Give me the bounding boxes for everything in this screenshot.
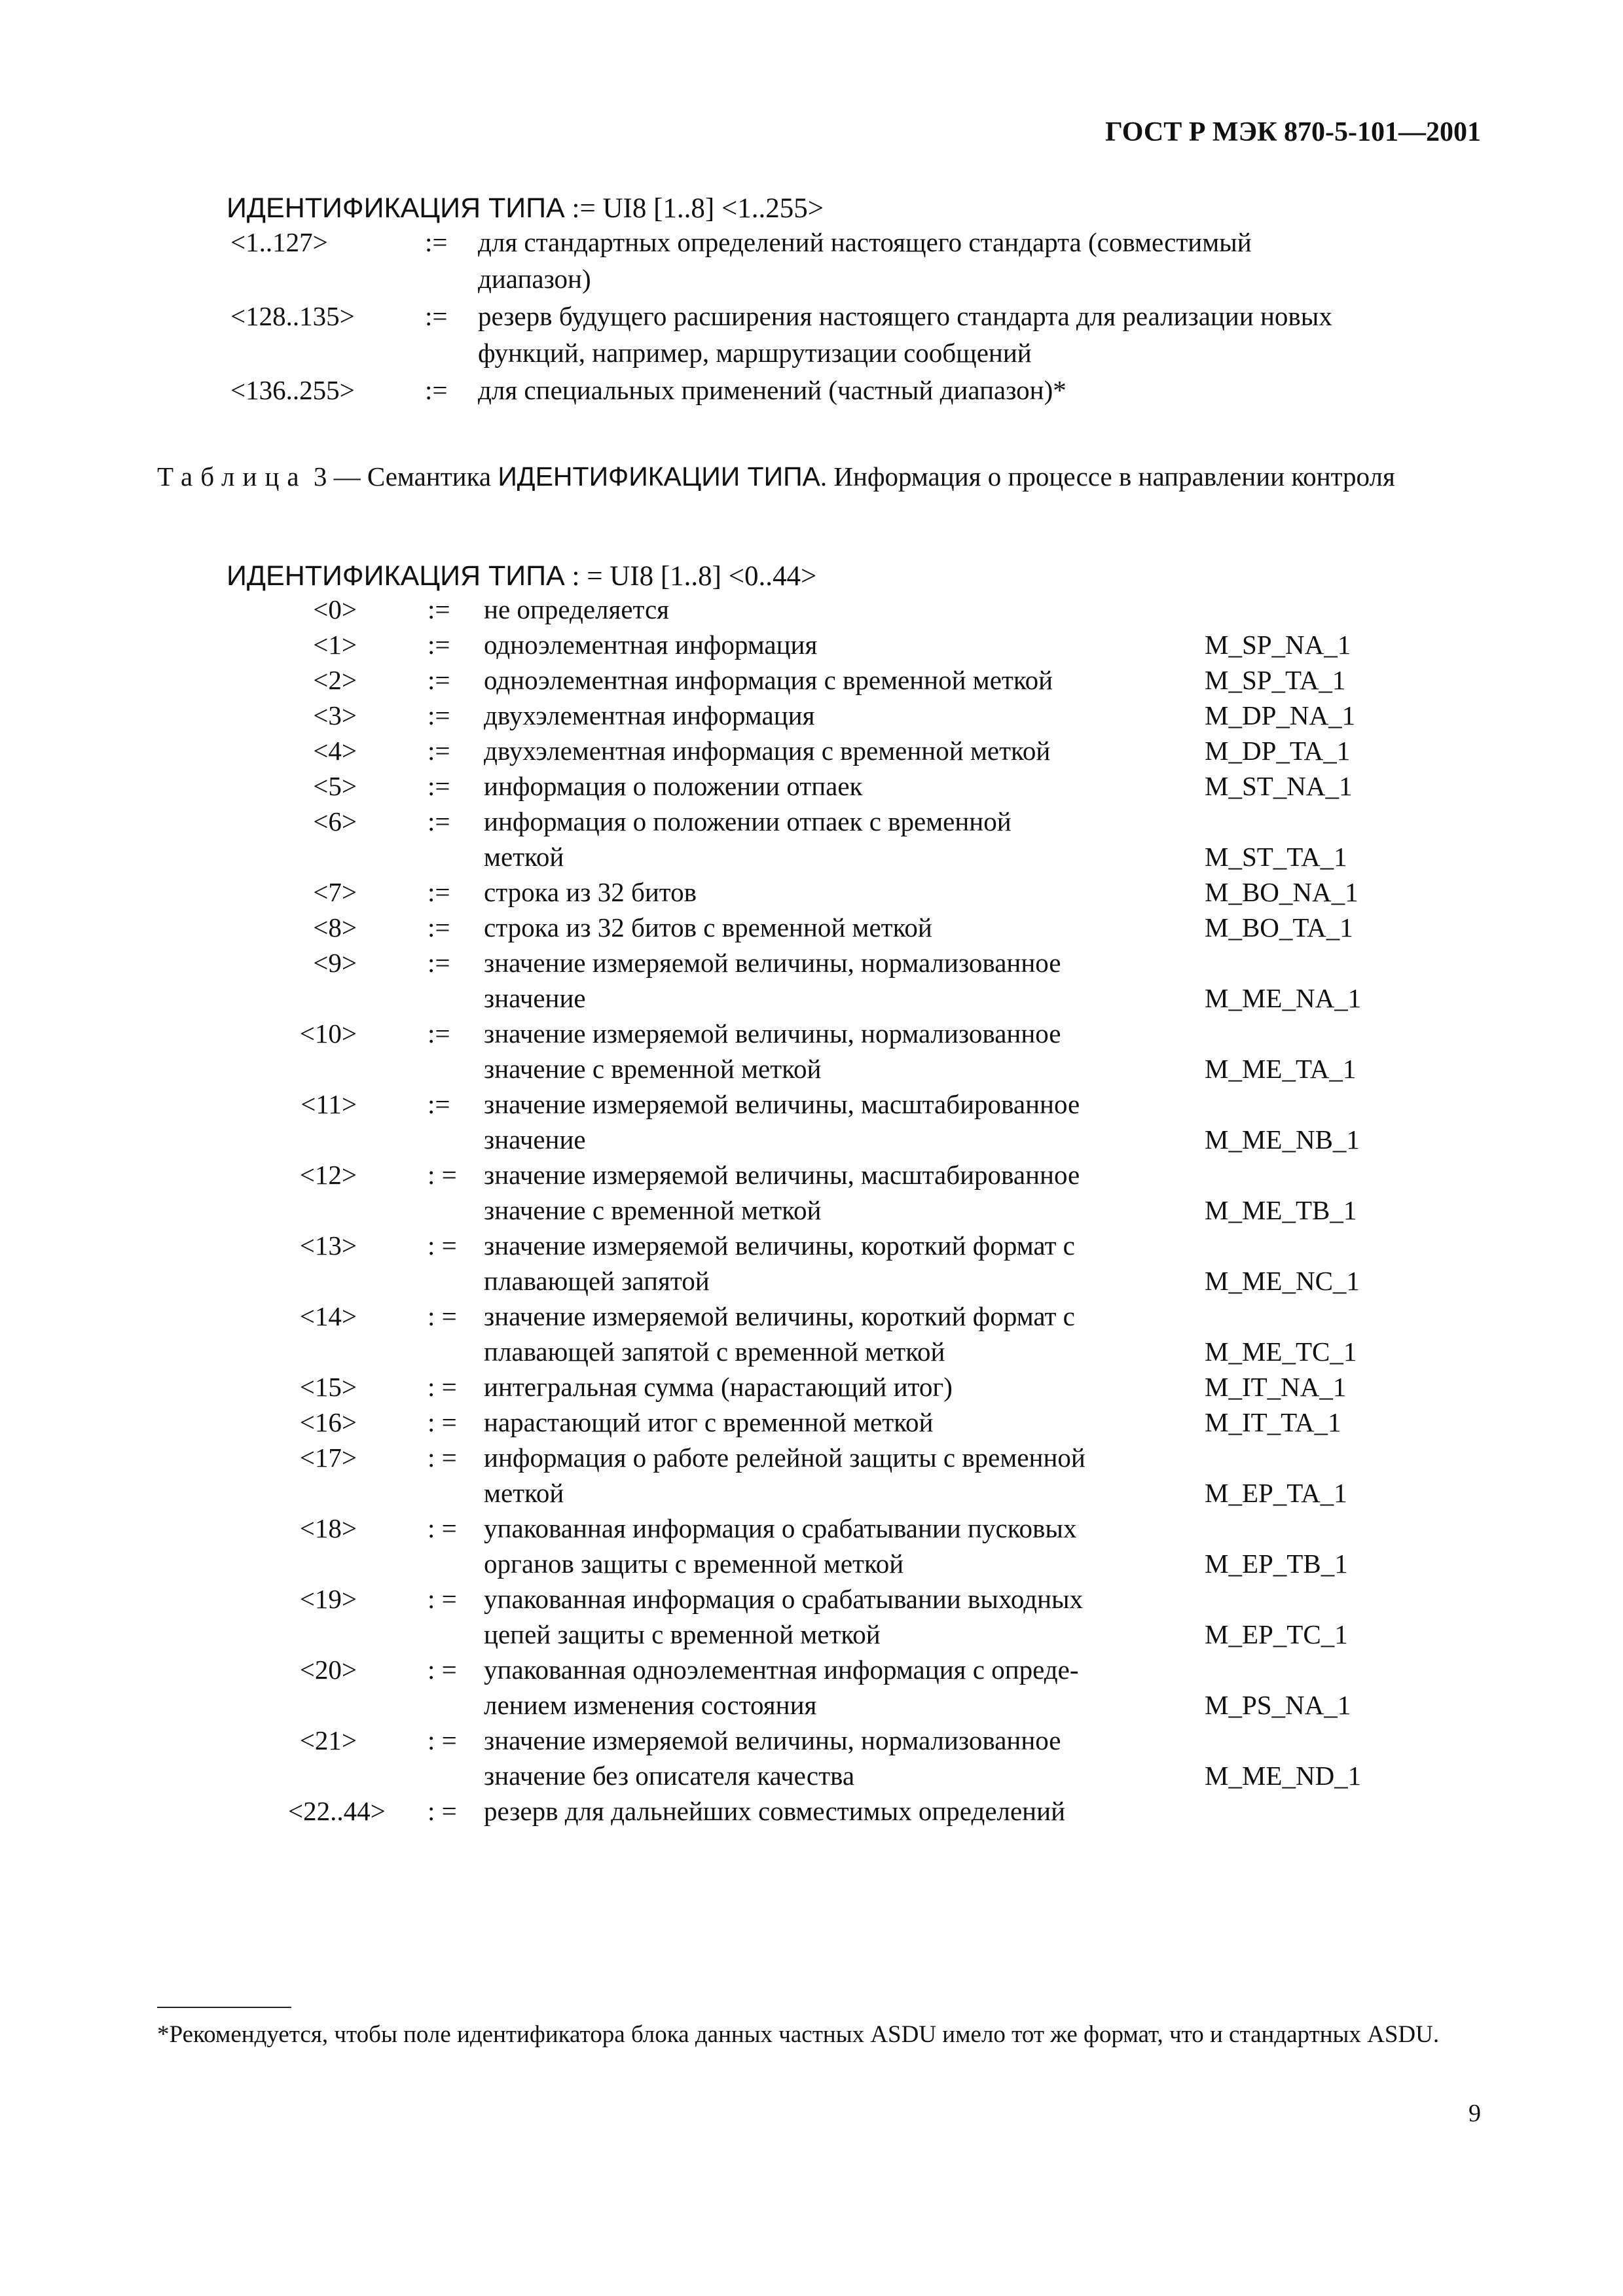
type-description-line: одноэлементная информация с временной меткой: [484, 665, 1053, 695]
range-key: <1..127>: [230, 227, 328, 257]
table-row: [288, 1581, 1486, 1652]
type-description-line: значение измеряемой величины, короткий формат с: [484, 1301, 1075, 1331]
assign-operator: : =: [428, 1725, 457, 1755]
type-description-line: значение измеряемой величины, масштабированное: [484, 1089, 1080, 1119]
type-description: [484, 733, 1205, 768]
assign-operator: :=: [428, 736, 450, 766]
range-description: [478, 224, 1487, 297]
type-id-definition: := UI8 [1..8] <1..255>: [564, 193, 824, 224]
assign-operator: :=: [425, 375, 448, 405]
assign-operator: : =: [428, 1160, 457, 1190]
type-code: <14>: [299, 1301, 357, 1331]
type-description-line: меткой: [484, 842, 564, 872]
page-header-standard: ГОСТ Р МЭК 870-5-101—2001: [1105, 117, 1481, 147]
type-description-line: не определяется: [484, 594, 670, 624]
type-identifier: M_PS_NA_1: [1205, 1690, 1351, 1720]
table-row: [288, 910, 1486, 945]
type-id-range-list: [230, 224, 1487, 409]
type-description-line: значение измеряемой величины, масштабированное: [484, 1160, 1080, 1190]
type-description-line: органов защиты с временной меткой: [484, 1549, 904, 1579]
assign-operator: :=: [425, 227, 448, 257]
range-description: [478, 298, 1487, 371]
type-code: <0>: [313, 594, 357, 624]
type-id-intro-heading: [227, 190, 824, 227]
assign-operator: : =: [428, 1513, 457, 1543]
table-row: [288, 1723, 1486, 1793]
type-description: [484, 768, 1205, 804]
range-row: [230, 224, 1487, 297]
range-description-line: для стандартных определений настоящего стандарта (совместимый: [478, 227, 1252, 257]
type-code: <6>: [313, 806, 357, 836]
table-row: [288, 1793, 1486, 1829]
range-description-line: функций, например, маршрутизации сообщений: [478, 338, 1032, 368]
assign-operator: :=: [428, 630, 450, 660]
type-description: [484, 1299, 1205, 1369]
type-description: [484, 1723, 1205, 1793]
type-code: <2>: [313, 665, 357, 695]
type-code: <18>: [299, 1513, 357, 1543]
type-identifier: M_DP_NA_1: [1205, 700, 1356, 730]
type-identifier: [1205, 592, 1486, 627]
type-code: <4>: [313, 736, 357, 766]
type-description-line: цепей защиты с временной меткой: [484, 1619, 881, 1649]
type-code: <17>: [299, 1443, 357, 1473]
type-identifier: M_ME_TA_1: [1205, 1054, 1357, 1084]
type-description-line: значение измеряемой величины, нормализованное: [484, 1018, 1061, 1049]
type-description-line: значение измеряемой величины, нормализованное: [484, 1725, 1061, 1755]
type-description: [484, 804, 1205, 874]
table-row: [288, 1369, 1486, 1405]
table-row: [288, 945, 1486, 1016]
table-caption-rest: . Информация о процессе в направлении контроля: [820, 461, 1395, 492]
type-identifier: M_SP_TA_1: [1205, 665, 1346, 695]
table-row: [288, 1299, 1486, 1369]
type-description: [484, 1581, 1205, 1652]
type-id-table-label: ИДЕНТИФИКАЦИЯ ТИПА: [227, 560, 565, 592]
table-row: [288, 1440, 1486, 1511]
type-description: [484, 1405, 1205, 1440]
type-code: <8>: [313, 912, 357, 942]
footnote-rule: [157, 2007, 291, 2008]
type-description-line: резерв для дальнейших совместимых определений: [484, 1796, 1066, 1826]
range-description-line: диапазон): [478, 264, 591, 294]
range-key: <136..255>: [230, 375, 355, 405]
type-identifier: M_EP_TB_1: [1205, 1549, 1348, 1579]
type-description-line: информация о положении отпаек: [484, 771, 863, 801]
type-code: <10>: [299, 1018, 357, 1049]
assign-operator: : =: [428, 1443, 457, 1473]
type-description-line: информация о работе релейной защиты с временной: [484, 1443, 1085, 1473]
type-description-line: информация о положении отпаек с временной: [484, 806, 1012, 836]
type-identifier: M_BO_TA_1: [1205, 912, 1353, 942]
type-description-line: упакованная информация о срабатывании пусковых: [484, 1513, 1077, 1543]
type-description: [484, 1440, 1205, 1511]
type-description: [484, 662, 1205, 698]
type-description: [484, 698, 1205, 733]
type-identifier: M_ME_TC_1: [1205, 1336, 1357, 1367]
type-identifier: M_SP_NA_1: [1205, 630, 1351, 660]
type-description: [484, 910, 1205, 945]
assign-operator: : =: [428, 1230, 457, 1261]
table-row: [288, 1157, 1486, 1228]
assign-operator: :=: [428, 1018, 450, 1049]
type-description-line: строка из 32 битов с временной меткой: [484, 912, 932, 942]
table-row: [288, 662, 1486, 698]
table-row: [288, 1511, 1486, 1581]
assign-operator: :=: [428, 771, 450, 801]
table-caption-number: 3 — Семантика: [306, 461, 498, 492]
type-description-line: значение: [484, 983, 586, 1013]
table-row: [288, 627, 1486, 662]
range-row: [230, 372, 1487, 408]
assign-operator: :=: [428, 806, 450, 836]
assign-operator: :=: [428, 1089, 450, 1119]
assign-operator: : =: [428, 1796, 457, 1826]
assign-operator: : =: [428, 1584, 457, 1614]
type-identifier: M_EP_TC_1: [1205, 1619, 1348, 1649]
type-description-line: значение без описателя качества: [484, 1761, 855, 1791]
table-row: [288, 1405, 1486, 1440]
type-code: <1>: [313, 630, 357, 660]
page-number: 9: [1468, 2100, 1481, 2127]
type-identifier: M_ME_ND_1: [1205, 1761, 1362, 1791]
type-description: [484, 945, 1205, 1016]
assign-operator: :=: [428, 877, 450, 907]
type-description: [484, 1086, 1205, 1157]
assign-operator: :=: [428, 912, 450, 942]
type-description-line: значение: [484, 1124, 586, 1155]
type-identifier: M_ME_NC_1: [1205, 1266, 1360, 1296]
table-row: [288, 1652, 1486, 1723]
type-identifier: M_ME_NA_1: [1205, 983, 1362, 1013]
type-description-line: меткой: [484, 1478, 564, 1508]
type-description-line: плавающей запятой с временной меткой: [484, 1336, 945, 1367]
type-code: <15>: [299, 1372, 357, 1402]
table-row: [288, 1086, 1486, 1157]
table-row: [288, 768, 1486, 804]
table-caption-emphasis: ИДЕНТИФИКАЦИИ ТИПА: [498, 461, 820, 492]
type-description: [484, 1369, 1205, 1405]
table-row: [288, 698, 1486, 733]
type-code: <3>: [313, 700, 357, 730]
type-code: <9>: [313, 948, 357, 978]
assign-operator: : =: [428, 1301, 457, 1331]
type-identifier: M_ME_NB_1: [1205, 1124, 1360, 1155]
range-description-line: резерв будущего расширения настоящего стандарта для реализации новых: [478, 301, 1332, 331]
type-description-line: двухэлементная информация: [484, 700, 815, 730]
type-description-line: значение измеряемой величины, нормализованное: [484, 948, 1061, 978]
type-description: [484, 1793, 1205, 1829]
type-description: [484, 1511, 1205, 1581]
type-code: <21>: [299, 1725, 357, 1755]
type-code: <19>: [299, 1584, 357, 1614]
type-identifier: M_BO_NA_1: [1205, 877, 1359, 907]
type-description-line: значение измеряемой величины, короткий формат с: [484, 1230, 1075, 1261]
assign-operator: :=: [428, 594, 450, 624]
range-description: [478, 372, 1487, 408]
type-description-line: одноэлементная информация: [484, 630, 818, 660]
type-description-line: интегральная сумма (нарастающий итог): [484, 1372, 953, 1402]
assign-operator: :=: [428, 948, 450, 978]
assign-operator: :=: [428, 665, 450, 695]
type-code: <11>: [301, 1089, 357, 1119]
range-description-line: для специальных применений (частный диапазон)*: [478, 375, 1067, 405]
type-description-line: двухэлементная информация с временной меткой: [484, 736, 1051, 766]
type-identifier: M_IT_TA_1: [1205, 1407, 1341, 1437]
type-identifier: M_DP_TA_1: [1205, 736, 1351, 766]
table-caption: [157, 458, 1482, 495]
assign-operator: :=: [425, 301, 448, 331]
type-code: <5>: [313, 771, 357, 801]
type-description-line: упакованная информация о срабатывании выходных: [484, 1584, 1084, 1614]
type-code: <12>: [299, 1160, 357, 1190]
range-key: <128..135>: [230, 301, 355, 331]
type-code: <20>: [299, 1655, 357, 1685]
type-description-line: нарастающий итог с временной меткой: [484, 1407, 934, 1437]
type-description-line: упакованная одноэлементная информация с опреде-: [484, 1655, 1079, 1685]
type-code: <16>: [299, 1407, 357, 1437]
type-identifier: M_ME_TB_1: [1205, 1195, 1357, 1225]
table-row: [288, 1228, 1486, 1299]
type-description: [484, 874, 1205, 910]
table-row: [288, 804, 1486, 874]
type-id-table-definition: : = UI8 [1..8] <0..44>: [564, 561, 817, 592]
table-row: [288, 1016, 1486, 1086]
table-row: [288, 874, 1486, 910]
type-description: [484, 1652, 1205, 1723]
table-row: [288, 733, 1486, 768]
type-description-line: значение с временной меткой: [484, 1054, 822, 1084]
type-description-line: значение с временной меткой: [484, 1195, 822, 1225]
type-description-line: строка из 32 битов: [484, 877, 697, 907]
type-description: [484, 592, 1205, 627]
assign-operator: : =: [428, 1372, 457, 1402]
type-description: [484, 627, 1205, 662]
type-code: <7>: [313, 877, 357, 907]
type-description: [484, 1157, 1205, 1228]
type-id-label: ИДЕНТИФИКАЦИЯ ТИПА: [227, 192, 565, 224]
assign-operator: : =: [428, 1407, 457, 1437]
type-identifier: M_IT_NA_1: [1205, 1372, 1347, 1402]
type-id-table: [288, 592, 1486, 1829]
range-row: [230, 298, 1487, 371]
type-identifier: M_ST_TA_1: [1205, 842, 1347, 872]
type-id-table-heading: [227, 558, 816, 595]
assign-operator: :=: [428, 700, 450, 730]
type-identifier: M_ST_NA_1: [1205, 771, 1353, 801]
type-identifier: M_EP_TA_1: [1205, 1478, 1347, 1508]
type-description-line: плавающей запятой: [484, 1266, 710, 1296]
type-code: <22..44>: [288, 1796, 386, 1826]
type-description: [484, 1016, 1205, 1086]
type-identifier: [1205, 1793, 1486, 1829]
type-description: [484, 1228, 1205, 1299]
type-code: <13>: [299, 1230, 357, 1261]
footnote: *Рекомендуется, чтобы поле идентификатора блока данных частных ASDU имело тот же формат, что и стандартных ASDU.: [157, 2021, 1440, 2048]
table-caption-label: Таблица: [157, 461, 307, 492]
assign-operator: : =: [428, 1655, 457, 1685]
table-row: [288, 592, 1486, 627]
type-description-line: лением изменения состояния: [484, 1690, 817, 1720]
